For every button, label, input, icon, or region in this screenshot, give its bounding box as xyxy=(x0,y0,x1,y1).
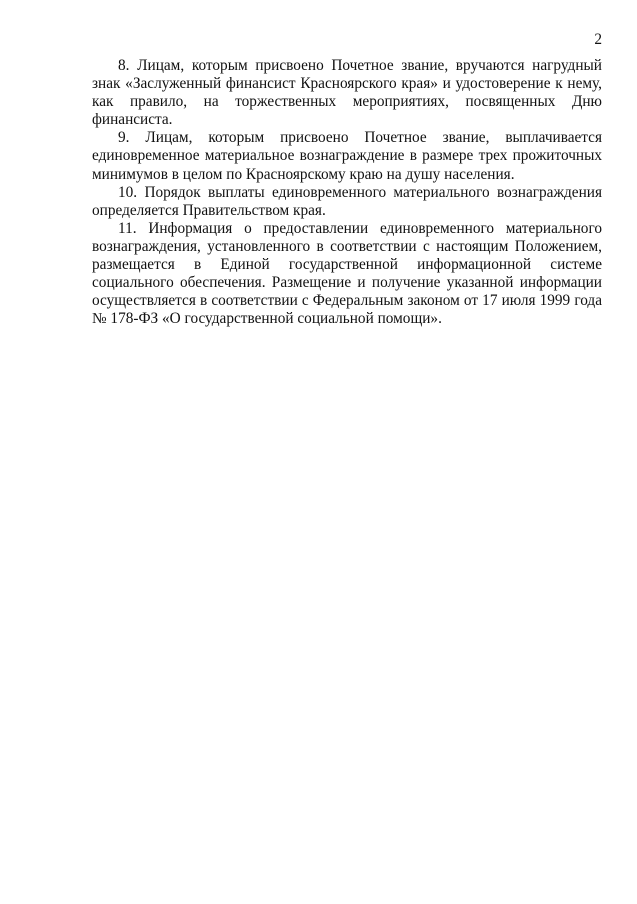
paragraph-9: 9. Лицам, которым присвоено Почетное звание, выплачивается единовременное материальное вознаграждение в размере трех прожиточных минимумов в целом по Красноярскому краю на душу населения. xyxy=(92,129,602,183)
document-body xyxy=(92,57,602,328)
paragraph-11: 11. Информация о предоставлении единовременного материального вознаграждения, установленного в соответствии с настоящим Положением, размещается в Единой государственной информационной системе социального обеспечения. Размещение и получение указанной информации осуществляется в соответствии с Федеральным законом от 17 июля 1999 года № 178-ФЗ «О государственной социальной помощи». xyxy=(92,219,602,328)
paragraph-8: 8. Лицам, которым присвоено Почетное звание, вручаются нагрудный знак «Заслуженный финансист Красноярского края» и удостоверение к нему, как правило, на торжественных мероприятиях, посвященных Дню финансиста. xyxy=(92,57,602,129)
paragraph-10: 10. Порядок выплаты единовременного материального вознаграждения определяется Правительством края. xyxy=(92,183,602,219)
page-number: 2 xyxy=(594,31,602,48)
